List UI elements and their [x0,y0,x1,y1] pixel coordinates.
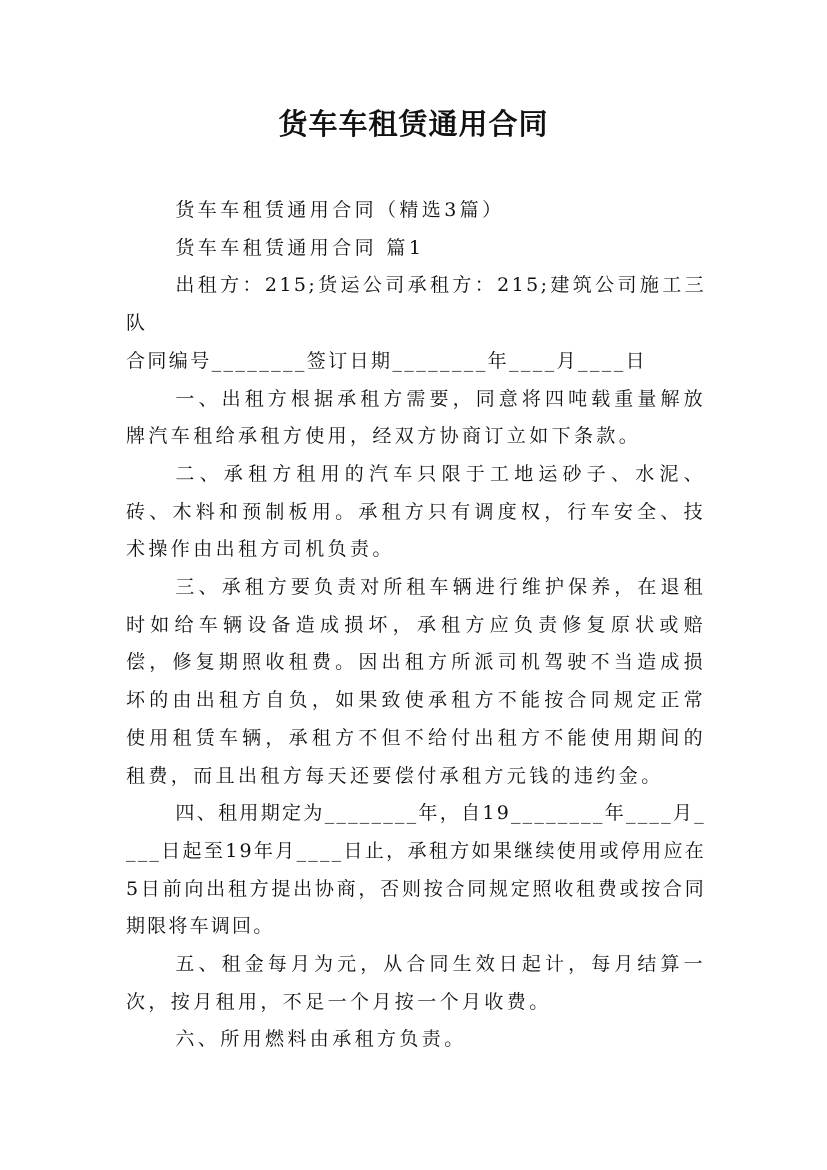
clause-paragraph: 一、出租方根据承租方需要，同意将四吨载重量解放牌汽车租给承租方使用，经双方协商订立如下条款。 [126,387,706,448]
clause-paragraph: 三、承租方要负责对所租车辆进行维护保养，在退租时如给车辆设备造成损坏，承租方应负责修复原状或赔偿，修复期照收租费。因出租方所派司机驾驶不当造成损坏的由出租方自负，如果致使承租方不能按合同规定正常使用租赁车辆，承租方不但不给付出租方不能使用期间的租费，而且出租方每天还要偿付承租方元钱的违约金。 [126,576,706,787]
section-heading: 货车车租赁通用合同 篇1 [175,236,425,259]
clause-paragraph: 二、承租方租用的汽车只限于工地运砂子、水泥、砖、木料和预制板用。承租方只有调度权，行车安全、技术操作由出租方司机负责。 [126,462,706,561]
document-body [126,192,706,1059]
clause-paragraph: 五、租金每月为元，从合同生效日起计，每月结算一次，按月租用，不足一个月按一个月收费。 [126,953,706,1013]
document-title: 货车车租赁通用合同 [278,107,549,141]
clause-paragraph: 四、租用期定为________年，自19________年____月____日起至19年月____日止，承租方如果继续使用或停用应在5日前向出租方提出协商，否则按合同规定照收租费或按合同期限将车调回。 [126,802,706,938]
parties-paragraph: 出租方：215;货运公司承租方：215;建筑公司施工三队 [126,274,706,335]
clause-paragraph: 六、所用燃料由承租方负责。 [175,1028,467,1051]
subtitle-paragraph: 货车车租赁通用合同（精选3篇） [175,199,505,221]
contract-number-line: 合同编号________签订日期________年____月____日 [126,349,648,372]
